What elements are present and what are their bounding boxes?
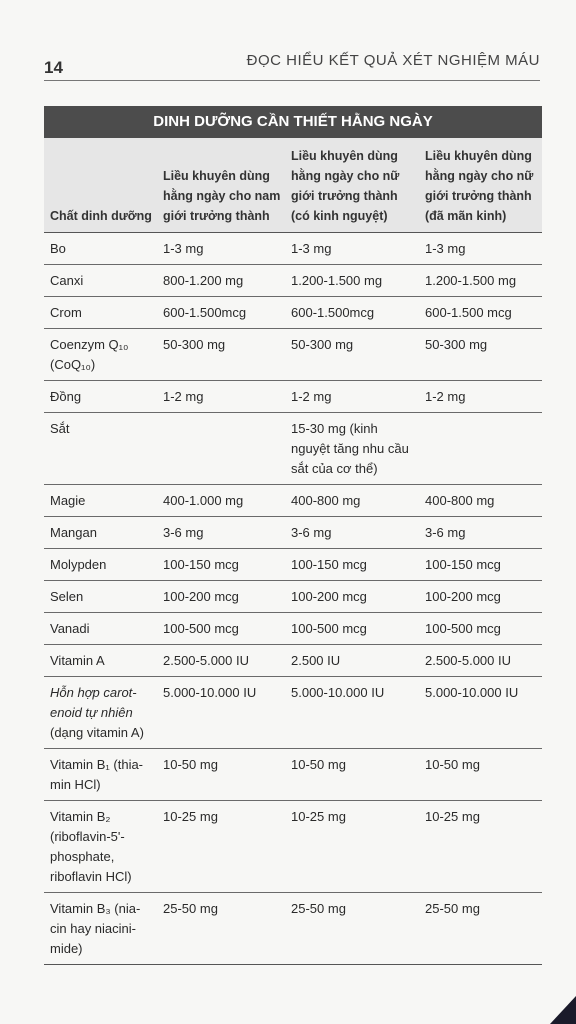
- dose-female-menopausal: 3-6 mg: [419, 517, 542, 549]
- table-row: [44, 613, 542, 645]
- dose-male: 100-500 mcg: [157, 613, 285, 645]
- nutrient-name-italic: Hỗn hợp carot-enoid tự nhiên: [50, 685, 137, 720]
- nutrient-name: Bo: [44, 233, 157, 265]
- dose-female-menopausal: 10-50 mg: [419, 749, 542, 801]
- table-row: [44, 413, 542, 485]
- dose-female-menopausal: 100-500 mcg: [419, 613, 542, 645]
- dose-female-menopausal: 50-300 mg: [419, 329, 542, 381]
- nutrition-table-grid: [44, 138, 542, 965]
- table-row: [44, 381, 542, 413]
- dose-female-menstruating: 100-150 mcg: [285, 549, 419, 581]
- nutrient-name: Molypden: [44, 549, 157, 581]
- nutrient-name: Vitamin B₂ (riboflavin-5'-phosphate, riboflavin HCl): [44, 801, 157, 893]
- table-row: [44, 677, 542, 749]
- nutrient-name: [44, 677, 157, 749]
- dose-female-menopausal: 1.200-1.500 mg: [419, 265, 542, 297]
- table-row: [44, 549, 542, 581]
- dose-female-menopausal: 10-25 mg: [419, 801, 542, 893]
- nutrient-name: Canxi: [44, 265, 157, 297]
- dose-male: 5.000-10.000 IU: [157, 677, 285, 749]
- dose-female-menstruating: 5.000-10.000 IU: [285, 677, 419, 749]
- nutrient-name: Mangan: [44, 517, 157, 549]
- dose-male: 400-1.000 mg: [157, 485, 285, 517]
- dose-female-menstruating: 3-6 mg: [285, 517, 419, 549]
- table-row: [44, 485, 542, 517]
- dose-female-menopausal: 100-150 mcg: [419, 549, 542, 581]
- table-row: [44, 801, 542, 893]
- dose-female-menstruating: 1.200-1.500 mg: [285, 265, 419, 297]
- dose-female-menstruating: 50-300 mg: [285, 329, 419, 381]
- table-header-row: [44, 138, 542, 233]
- table-row: [44, 645, 542, 677]
- table-row: [44, 749, 542, 801]
- dose-female-menstruating: 1-2 mg: [285, 381, 419, 413]
- dose-female-menstruating: 600-1.500mcg: [285, 297, 419, 329]
- dose-male: 10-50 mg: [157, 749, 285, 801]
- page-number: 14: [44, 58, 63, 77]
- dose-female-menstruating: 15-30 mg (kinh nguyệt tăng nhu cầu sắt của cơ thể): [285, 413, 419, 485]
- dose-male: 2.500-5.000 IU: [157, 645, 285, 677]
- dose-female-menstruating: 100-200 mcg: [285, 581, 419, 613]
- running-head: ĐỌC HIỂU KẾT QUẢ XÉT NGHIỆM MÁU: [246, 52, 540, 69]
- dose-male: 50-300 mg: [157, 329, 285, 381]
- dose-male: 3-6 mg: [157, 517, 285, 549]
- dose-female-menopausal: 2.500-5.000 IU: [419, 645, 542, 677]
- nutrient-name: Vanadi: [44, 613, 157, 645]
- nutrient-name-suffix: (dạng vitamin A): [50, 725, 144, 740]
- nutrient-name: Đồng: [44, 381, 157, 413]
- table-row: [44, 265, 542, 297]
- dose-male: 800-1.200 mg: [157, 265, 285, 297]
- dose-male: 600-1.500mcg: [157, 297, 285, 329]
- dose-female-menstruating: 1-3 mg: [285, 233, 419, 265]
- dose-female-menopausal: [419, 413, 542, 485]
- table-row: [44, 329, 542, 381]
- nutrient-name: Vitamin B₃ (nia-cin hay niacini-mide): [44, 893, 157, 965]
- table-row: [44, 233, 542, 265]
- dose-male: 100-150 mcg: [157, 549, 285, 581]
- dose-male: 1-3 mg: [157, 233, 285, 265]
- page-corner-mark: [550, 996, 576, 1024]
- dose-male: [157, 413, 285, 485]
- table-row: [44, 893, 542, 965]
- dose-female-menstruating: 10-25 mg: [285, 801, 419, 893]
- dose-female-menopausal: 5.000-10.000 IU: [419, 677, 542, 749]
- nutrient-name: Sắt: [44, 413, 157, 485]
- table-row: [44, 581, 542, 613]
- dose-male: 25-50 mg: [157, 893, 285, 965]
- column-header-female-menstruating: Liều khuyên dùng hằng ngày cho nữ giới trưởng thành (có kinh nguyệt): [285, 138, 419, 233]
- nutrient-name: Magie: [44, 485, 157, 517]
- nutrient-name: Crom: [44, 297, 157, 329]
- nutrition-table: [44, 106, 542, 965]
- dose-female-menopausal: 1-2 mg: [419, 381, 542, 413]
- dose-female-menopausal: 400-800 mg: [419, 485, 542, 517]
- dose-female-menopausal: 1-3 mg: [419, 233, 542, 265]
- dose-male: 1-2 mg: [157, 381, 285, 413]
- dose-female-menopausal: 100-200 mcg: [419, 581, 542, 613]
- dose-male: 10-25 mg: [157, 801, 285, 893]
- column-header-female-menopausal: Liều khuyên dùng hằng ngày cho nữ giới trưởng thành (đã mãn kinh): [419, 138, 542, 233]
- dose-female-menstruating: 2.500 IU: [285, 645, 419, 677]
- dose-female-menstruating: 10-50 mg: [285, 749, 419, 801]
- column-header-male: Liều khuyên dùng hằng ngày cho nam giới trưởng thành: [157, 138, 285, 233]
- nutrient-name: Vitamin B₁ (thia-min HCl): [44, 749, 157, 801]
- dose-female-menstruating: 400-800 mg: [285, 485, 419, 517]
- header-rule: [44, 80, 540, 81]
- table-title: DINH DƯỠNG CẦN THIẾT HẰNG NGÀY: [44, 106, 542, 138]
- dose-female-menstruating: 25-50 mg: [285, 893, 419, 965]
- table-row: [44, 297, 542, 329]
- dose-female-menstruating: 100-500 mcg: [285, 613, 419, 645]
- table-row: [44, 517, 542, 549]
- nutrient-name: Vitamin A: [44, 645, 157, 677]
- dose-female-menopausal: 600-1.500 mcg: [419, 297, 542, 329]
- nutrient-name: Coenzym Q₁₀ (CoQ₁₀): [44, 329, 157, 381]
- dose-female-menopausal: 25-50 mg: [419, 893, 542, 965]
- dose-male: 100-200 mcg: [157, 581, 285, 613]
- nutrient-name: Selen: [44, 581, 157, 613]
- column-header-nutrient: Chất dinh dưỡng: [44, 138, 157, 233]
